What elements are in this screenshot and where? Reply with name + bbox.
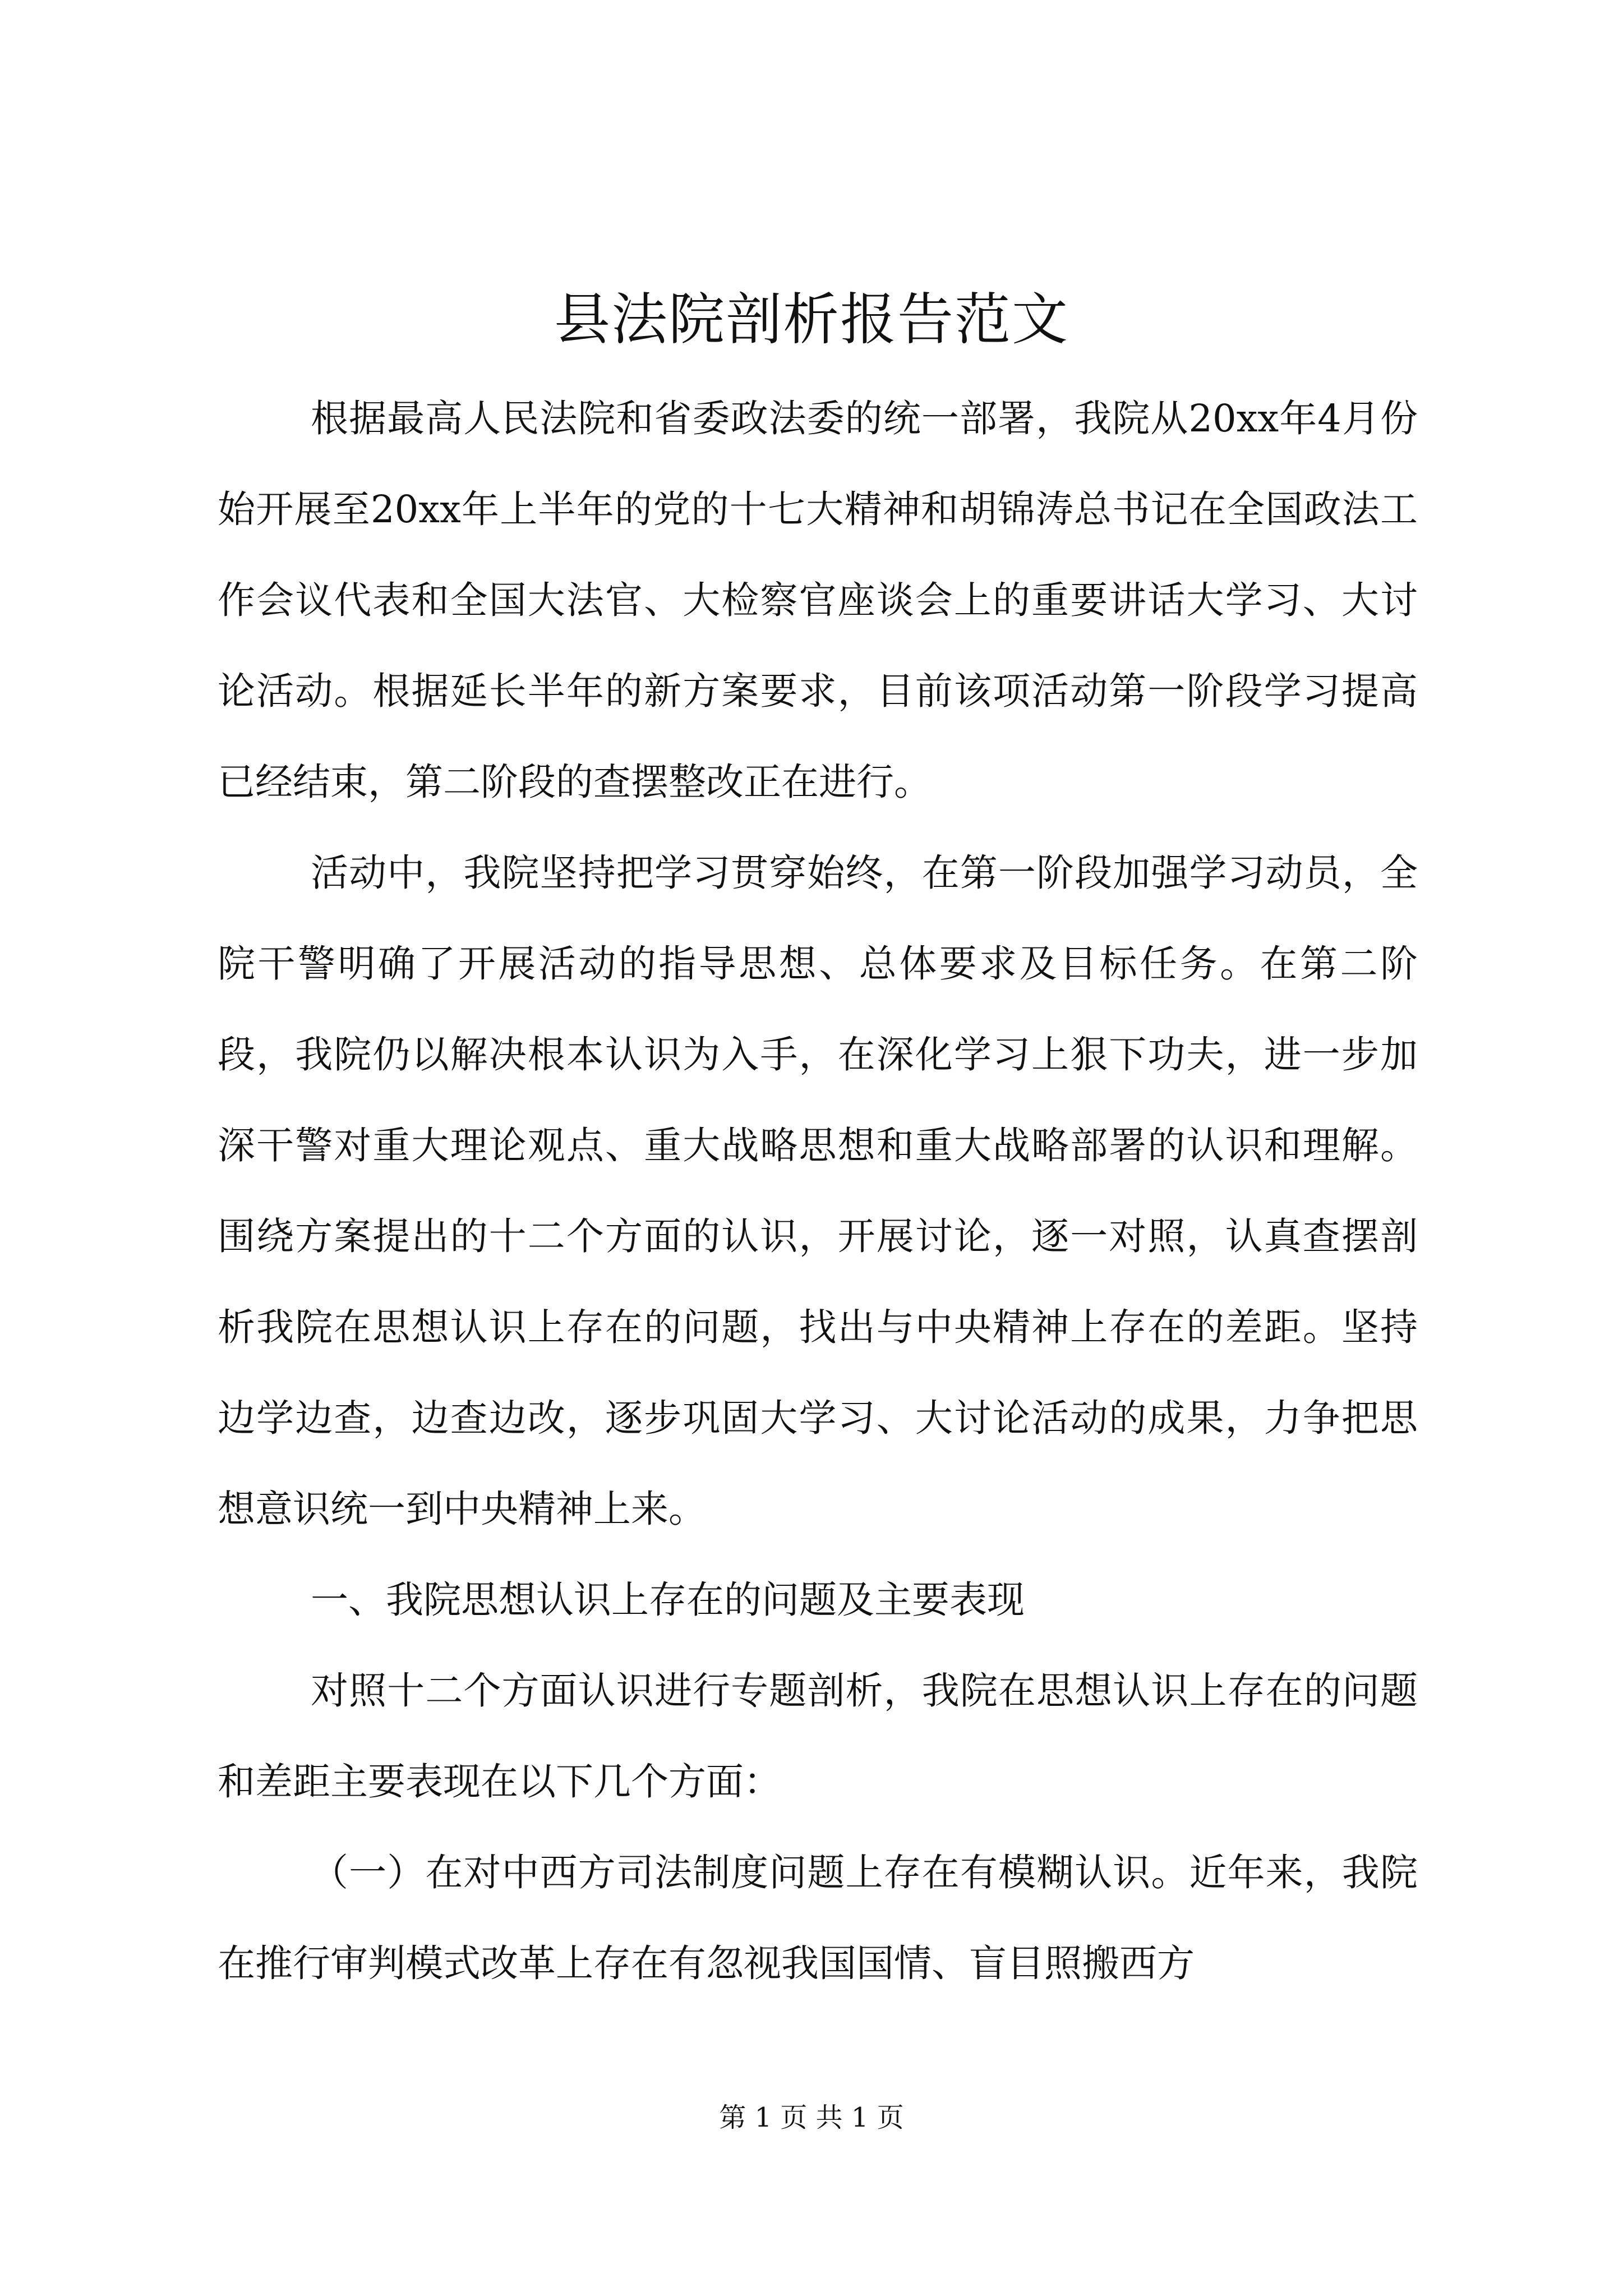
document-body xyxy=(218,373,1418,2009)
page-footer: 第 1 页 共 1 页 xyxy=(719,2102,904,2133)
section-heading-1: 一、我院思想认识上存在的问题及主要表现 xyxy=(311,1578,1025,1622)
paragraph-2: 活动中，我院坚持把学习贯穿始终，在第一阶段加强学习动员，全院干警明确了开展活动的指导思想、总体要求及目标任务。在第二阶段，我院仍以解决根本认识为入手，在深化学习上狠下功夫，进一步加深干警对重大理论观点、重大战略思想和重大战略部署的认识和理解。围绕方案提出的十二个方面的认识，开展讨论，逐一对照，认真查摆剖析我院在思想认识上存在的问题，找出与中央精神上存在的差距。坚持边学边查，边查边改，逐步巩固大学习、大讨论活动的成果，力争把思想意识统一到中央精神上来。 xyxy=(218,851,1418,1531)
document-title: 县法院剖析报告范文 xyxy=(554,287,1069,352)
paragraph-3: 对照十二个方面认识进行专题剖析，我院在思想认识上存在的问题和差距主要表现在以下几个方面： xyxy=(218,1669,1418,1803)
paragraph-4: （一）在对中西方司法制度问题上存在有模糊认识。近年来，我院在推行审判模式改革上存在有忽视我国国情、盲目照搬西方 xyxy=(218,1851,1418,1985)
paragraph-1: 根据最高人民法院和省委政法委的统一部署，我院从20xx年4月份始开展至20xx年上半年的党的十七大精神和胡锦涛总书记在全国政法工作会议代表和全国大法官、大检察官座谈会上的重要讲话大学习、大讨论活动。根据延长半年的新方案要求，目前该项活动第一阶段学习提高已经结束，第二阶段的查摆整改正在进行。 xyxy=(218,397,1418,804)
